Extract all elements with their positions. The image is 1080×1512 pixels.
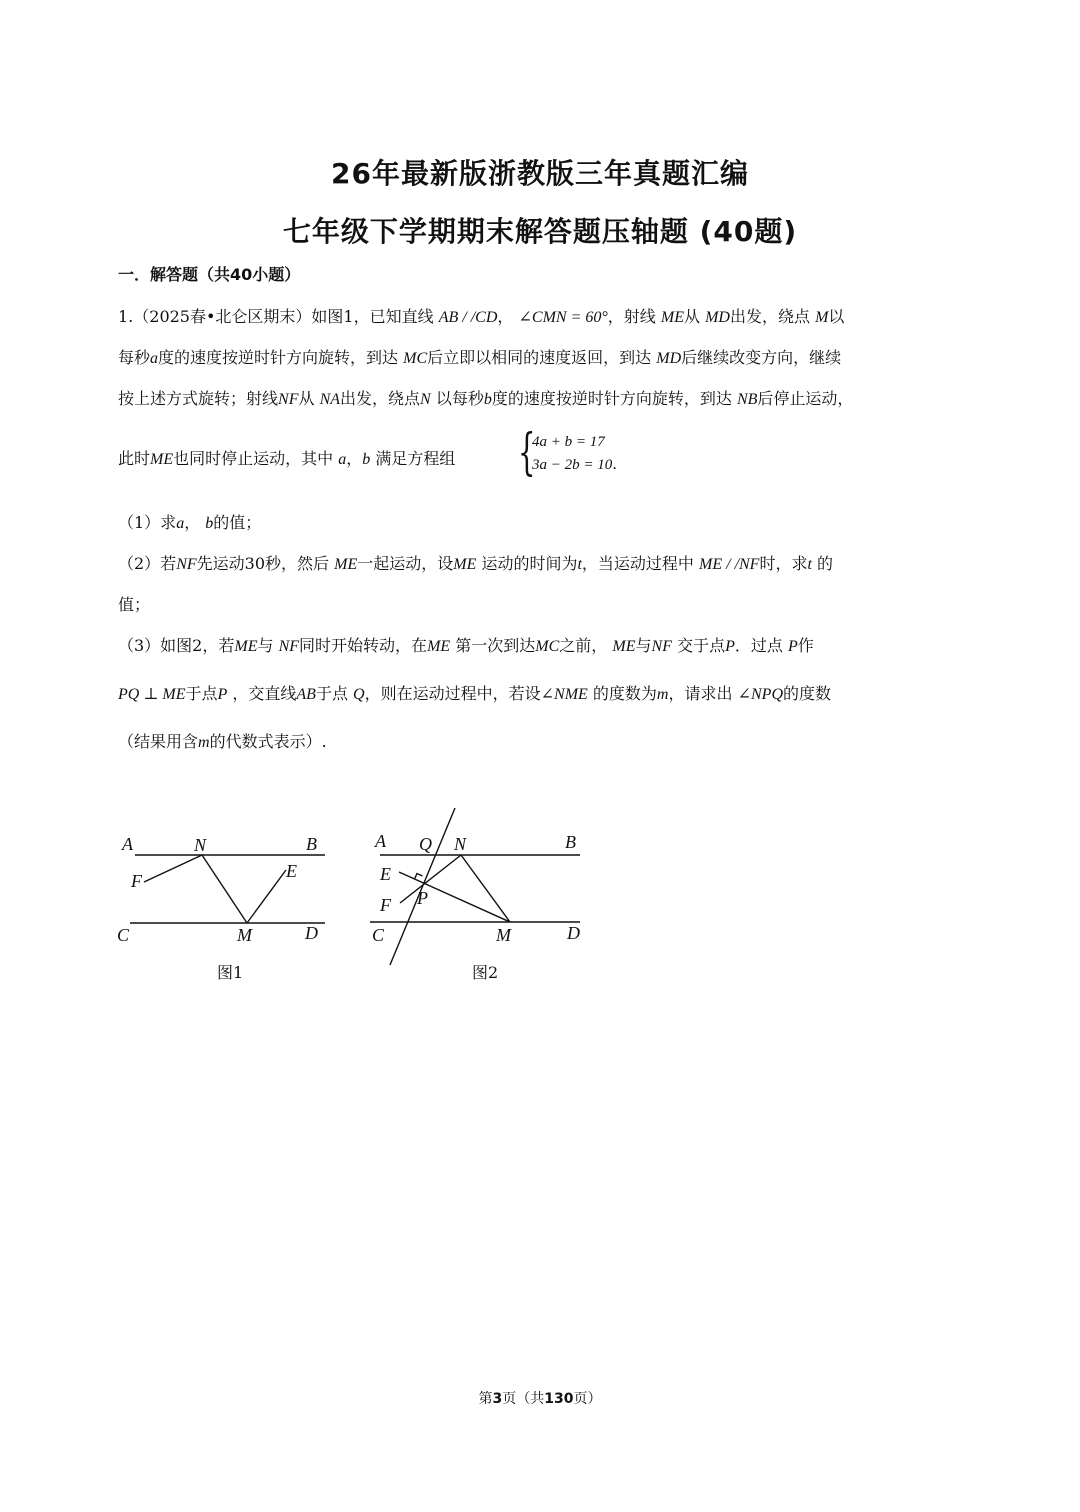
figure-2-lines <box>370 808 580 965</box>
fig1-label-A: A <box>122 834 133 854</box>
fig1-label-F: F <box>131 871 142 891</box>
part-3-line-3: （结果用含m的代数式表示）. <box>118 732 327 751</box>
equation-1: 4a + b = 17 <box>532 434 605 450</box>
question-line-3: 按上述方式旋转；射线NF从 NA出发，绕点N 以每秒b度的速度按逆时针方向旋转，到达 NB后停止运动， <box>118 389 854 408</box>
equation-system <box>518 423 628 481</box>
fig1-label-M: M <box>237 925 252 945</box>
fig1-label-N: N <box>194 835 207 855</box>
question-line-4: 此时ME也同时停止运动，其中 a，b 满足方程组 <box>118 449 456 468</box>
fig2-label-F: F <box>380 895 391 915</box>
document-title: 26年最新版浙教版三年真题汇编 <box>331 157 749 190</box>
fig2-label-B: B <box>565 832 576 852</box>
fig2-label-P: P <box>417 888 428 908</box>
part-2-cont: 值； <box>118 595 151 614</box>
document-subtitle: 七年级下学期期末解答题压轴题 (40题) <box>282 215 798 248</box>
figures <box>110 800 600 990</box>
fig2-label-C: C <box>372 925 385 945</box>
fig2-label-D: D <box>567 923 580 943</box>
part-3-line-2: PQ ⊥ ME于点P ，交直线AB于点 Q，则在运动过程中，若设∠NME 的度数为m，请求出 ∠NPQ的度数 <box>118 684 832 703</box>
equation-2: 3a − 2b = 10. <box>532 455 618 473</box>
fig2-label-Q: Q <box>419 834 432 854</box>
fig2-label-M: M <box>496 925 511 945</box>
fig1-label-D: D <box>305 923 318 943</box>
fig2-label-A: A <box>375 831 386 851</box>
brace-icon: { <box>518 423 536 481</box>
section-heading: 一．解答题（共40小题） <box>118 265 301 284</box>
fig1-label-C: C <box>117 925 130 945</box>
fig2-caption: 图2 <box>472 963 499 982</box>
fig1-label-E: E <box>286 861 297 881</box>
question-line-1: 1.（2025春•北仑区期末）如图1，已知直线 AB / /CD， ∠CMN = 60°，射线 ME从 MD出发，绕点 M以 <box>118 307 845 326</box>
fig2-label-N: N <box>454 834 467 854</box>
fig2-label-E: E <box>380 864 391 884</box>
page-footer: 第3页（共130页） <box>478 1391 602 1407</box>
fig1-caption: 图1 <box>217 963 244 982</box>
question-line-2: 每秒a度的速度按逆时针方向旋转，到达 MC后立即以相同的速度返回，到达 MD后继续改变方向，继续 <box>118 348 842 367</box>
part-1: （1）求a， b的值； <box>118 513 262 532</box>
part-2: （2）若NF先运动30秒，然后 ME一起运动，设ME 运动的时间为t，当运动过程中 ME / /NF时，求t 的 <box>118 554 834 573</box>
fig1-label-B: B <box>306 834 317 854</box>
part-3: （3）如图2，若ME与 NF同时开始转动，在ME 第一次到达MC之前， ME与NF 交于点P．过点 P作 <box>118 636 814 655</box>
